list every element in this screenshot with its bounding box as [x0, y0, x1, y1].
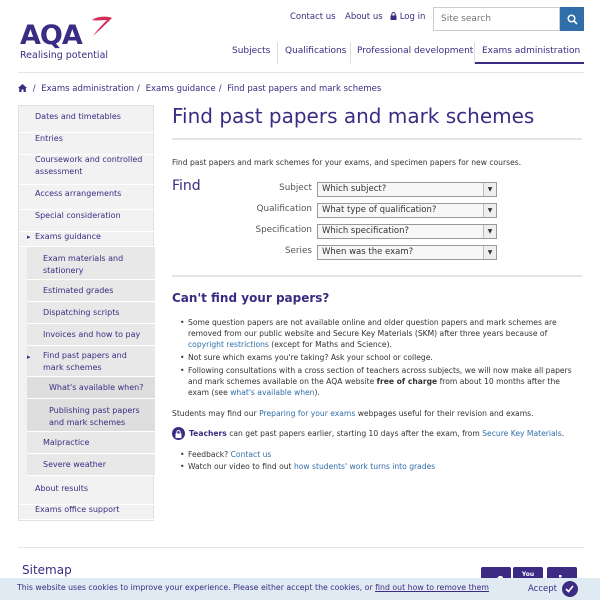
sidebar-item-label: Coursework and controlled assessment [35, 155, 143, 176]
nav-subjects[interactable]: Subjects [224, 42, 278, 64]
breadcrumb-current[interactable]: Find past papers and mark schemes [227, 84, 382, 94]
sidebar-item-invoices[interactable] [27, 324, 155, 346]
bullet-text: Following consultations with a cross section of teachers across subjects, we will now make all papers and mark schemes available on the AQA website [188, 366, 572, 386]
search-icon [567, 14, 578, 25]
list-item [180, 365, 580, 398]
cookie-info-link[interactable]: find out how to remove them [375, 583, 489, 592]
series-select-value: When was the exam? [322, 247, 414, 257]
youtube-icon: You [521, 571, 535, 578]
teachers-note [172, 427, 564, 440]
bullet-text: Some question papers are not available online and older question papers and mark schemes are removed from our public website and Secure Key Materials (SKM) after three years because of [188, 318, 557, 338]
qualification-label: Qualification [256, 204, 312, 214]
sidebar-item-label: Dates and timetables [35, 112, 121, 121]
sidebar-item-entries[interactable] [19, 133, 155, 155]
teachers-text: can get past papers earlier, starting 10 days after the exam, from [229, 429, 480, 438]
list-item [180, 352, 580, 363]
page-title: Find past papers and mark schemes [172, 104, 535, 128]
bullet-text: Not sure which exams you're taking? Ask your school or college. [188, 353, 433, 362]
sidebar-item-dates[interactable] [19, 111, 155, 133]
lock-icon [390, 12, 397, 20]
logo-tagline: Realising potential [20, 50, 109, 61]
subject-label: Subject [279, 183, 312, 193]
sidebar-item-severe-weather[interactable] [27, 454, 155, 476]
bullet-text: from about 10 months after the exam (see [188, 377, 560, 397]
info-list [180, 317, 580, 400]
cookie-banner [0, 578, 600, 600]
nav-professional-development[interactable]: Professional development [351, 42, 475, 64]
video-text: Watch our video to find out [188, 462, 292, 471]
sidebar-item-access[interactable] [19, 188, 155, 210]
dropdown-arrow-icon: ▼ [483, 225, 496, 238]
feedback-text: Feedback? [188, 450, 229, 459]
specification-select-value: Which specification? [322, 226, 410, 236]
form-divider [172, 275, 582, 277]
sidebar-item-label: Dispatching scripts [43, 308, 120, 317]
list-item [180, 317, 580, 350]
sidebar-item-estimated-grades[interactable] [27, 280, 155, 302]
dropdown-arrow-icon: ▼ [483, 183, 496, 196]
contact-us-link[interactable]: Contact us [230, 450, 272, 459]
checkmark-icon [562, 581, 578, 597]
breadcrumb-exams-administration[interactable]: Exams administration [41, 84, 135, 94]
subject-select-value: Which subject? [322, 184, 387, 194]
logo-mark-icon [90, 16, 114, 38]
sidebar-item-label: About results [35, 484, 88, 493]
teachers-text: . [561, 429, 565, 438]
series-label: Series [284, 246, 312, 256]
sidebar-item-exams-office[interactable] [19, 504, 155, 520]
students-note [172, 409, 533, 418]
sidebar-item-label: Publishing past papers and mark schemes [49, 406, 140, 427]
series-select[interactable] [317, 245, 497, 260]
sidebar-item-label: Estimated grades [43, 286, 114, 295]
footer-divider [18, 547, 584, 548]
search-button[interactable] [560, 7, 584, 31]
bullet-text: ). [314, 388, 320, 397]
dropdown-arrow-icon: ▼ [483, 204, 496, 217]
secure-key-materials-link[interactable]: Secure Key Materials [482, 429, 562, 438]
cookie-text [17, 583, 489, 592]
video-link[interactable]: how students' work turns into grades [293, 462, 436, 471]
contact-link[interactable]: Contact us [290, 12, 336, 22]
whats-available-link[interactable]: what's available when [230, 388, 315, 397]
extra-list [180, 449, 435, 473]
sidebar-item-malpractice[interactable] [27, 432, 155, 454]
subject-select[interactable] [317, 182, 497, 197]
sitemap-heading: Sitemap [22, 563, 72, 577]
list-item [180, 449, 435, 461]
sidebar-item-label: Access arrangements [35, 189, 122, 198]
chevron-right-icon: ▸ [27, 233, 31, 241]
login-label: Log in [399, 12, 426, 22]
search-input[interactable] [433, 7, 560, 31]
cookie-message: This website uses cookies to improve your experience. Please either accept the cookies, or [17, 583, 373, 592]
sidebar-item-exams-guidance[interactable] [19, 231, 155, 247]
bullet-text: (except for Maths and Science). [271, 340, 392, 349]
cant-find-heading: Can't find your papers? [172, 291, 330, 305]
teachers-bold-text: Teachers [189, 429, 227, 438]
specification-label: Specification [255, 225, 312, 235]
sidebar-item-label: Find past papers and mark schemes [43, 351, 127, 372]
sidebar-item-label: Exam materials and stationery [43, 254, 124, 275]
nav-exams-administration[interactable]: Exams administration [475, 42, 584, 64]
sidebar-nav [18, 105, 154, 521]
qualification-select[interactable] [317, 203, 497, 218]
sidebar-item-label: Severe weather [43, 460, 107, 469]
sidebar-item-special[interactable] [19, 210, 155, 232]
about-link[interactable]: About us [345, 12, 383, 22]
breadcrumb-exams-guidance[interactable]: Exams guidance [145, 84, 216, 94]
qualification-select-value: What type of qualification? [322, 205, 437, 215]
home-icon[interactable] [18, 84, 27, 92]
sidebar-item-dispatching[interactable] [27, 302, 155, 324]
sidebar-item-label: Invoices and how to pay [43, 330, 141, 339]
copyright-link[interactable]: copyright restrictions [188, 340, 269, 349]
specification-select[interactable] [317, 224, 497, 239]
sidebar-item-label: Entries [35, 134, 63, 143]
intro-text: Find past papers and mark schemes for your exams, and specimen papers for new courses. [172, 158, 522, 167]
find-heading: Find [172, 178, 201, 194]
preparing-exams-link[interactable]: Preparing for your exams [259, 409, 356, 418]
sidebar-item-coursework[interactable] [19, 154, 155, 185]
dropdown-arrow-icon: ▼ [483, 246, 496, 259]
logo[interactable]: AQA [20, 20, 82, 51]
cookie-accept-button[interactable] [528, 581, 578, 597]
accept-label: Accept [528, 584, 557, 594]
sidebar-item-about-results[interactable] [19, 483, 155, 505]
bullet-bold-text: free of charge [376, 377, 438, 386]
sidebar-item-whats-available[interactable] [27, 377, 155, 399]
sidebar-item-label: Exams office support [35, 505, 120, 514]
lock-icon [172, 427, 185, 440]
students-text: Students may find our [172, 409, 257, 418]
sidebar-item-label: Malpractice [43, 438, 90, 447]
sidebar-item-label: Exams guidance [35, 232, 101, 241]
chevron-right-icon: ▸ [27, 353, 31, 361]
header-divider [18, 72, 584, 73]
login-link[interactable] [390, 12, 425, 22]
title-divider [172, 138, 582, 140]
sidebar-item-label: Special consideration [35, 211, 121, 220]
sidebar-item-publishing[interactable] [27, 399, 155, 432]
nav-qualifications[interactable]: Qualifications [278, 42, 351, 64]
site-header [0, 0, 600, 70]
sidebar-item-find-past-papers[interactable] [27, 346, 155, 377]
sidebar-item-label: What's available when? [49, 383, 144, 392]
list-item [180, 461, 435, 473]
breadcrumb: / Exams administration / Exams guidance / Find past papers and mark schemes [18, 84, 381, 94]
sidebar-item-exam-materials[interactable] [27, 247, 155, 280]
students-text: webpages useful for their revision and exams. [357, 409, 534, 418]
